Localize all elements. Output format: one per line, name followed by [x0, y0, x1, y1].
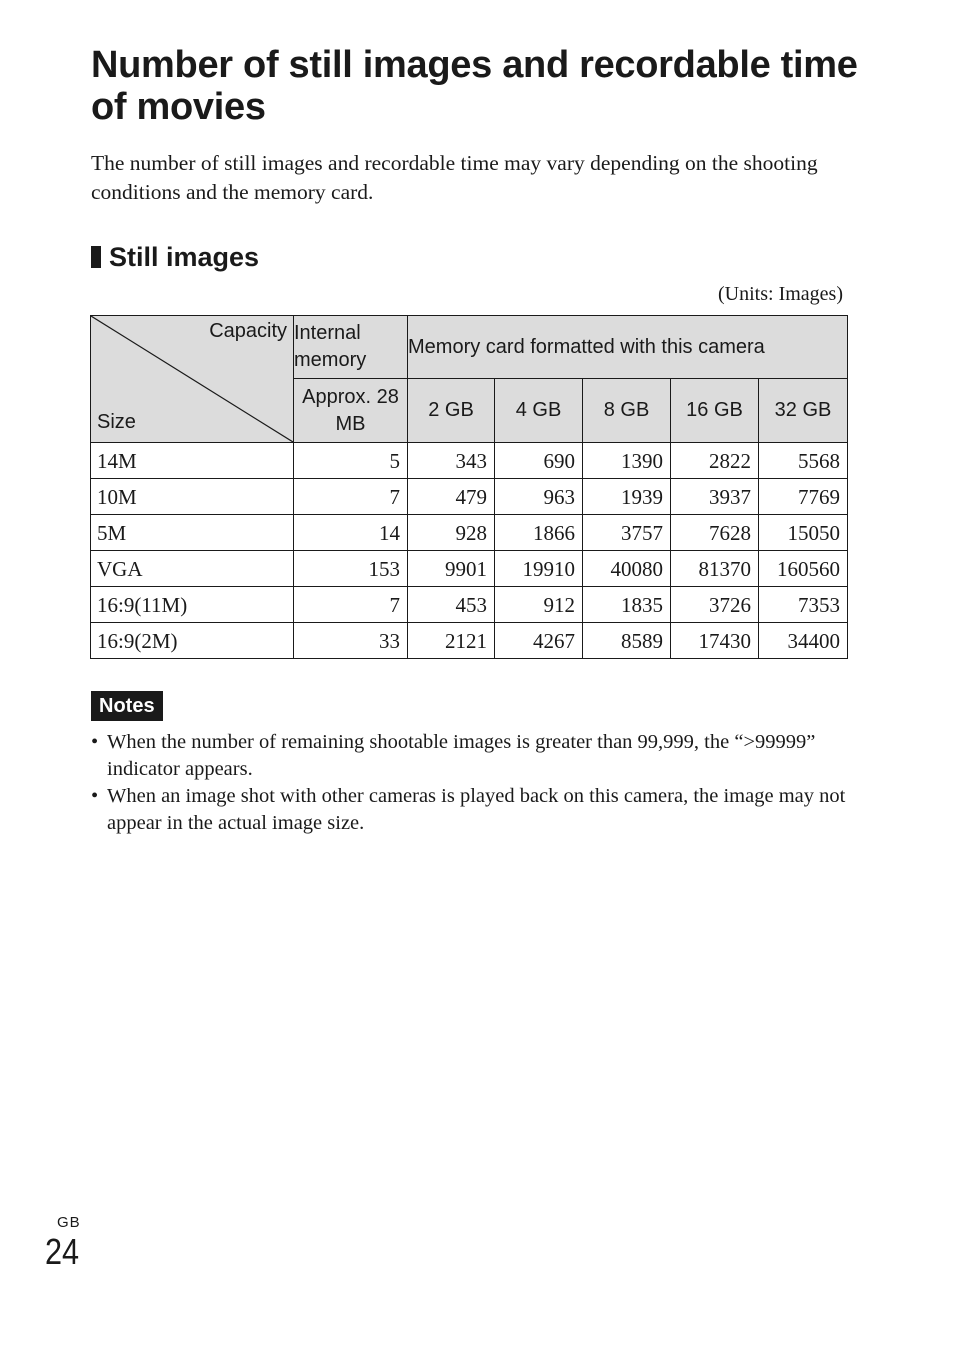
column-header: 8 GB [583, 379, 671, 443]
internal-memory-size-header: Approx. 28 MB [294, 379, 408, 443]
value-cell: 19910 [495, 551, 583, 587]
value-cell: 4267 [495, 623, 583, 659]
value-cell: 81370 [671, 551, 759, 587]
header-row-1 [91, 316, 848, 379]
value-cell: 2822 [671, 443, 759, 479]
size-cell: 16:9(2M) [91, 623, 294, 659]
table-row [91, 623, 848, 659]
value-cell: 1835 [583, 587, 671, 623]
section-heading [91, 240, 259, 274]
still-images-table [90, 315, 848, 659]
column-header: 4 GB [495, 379, 583, 443]
table-row [91, 515, 848, 551]
table-row [91, 587, 848, 623]
table-body [91, 443, 848, 659]
value-cell: 928 [408, 515, 495, 551]
value-cell: 912 [495, 587, 583, 623]
size-cell: 5M [91, 515, 294, 551]
value-cell: 479 [408, 479, 495, 515]
value-cell: 1390 [583, 443, 671, 479]
value-cell: 40080 [583, 551, 671, 587]
value-cell: 7628 [671, 515, 759, 551]
value-cell: 5 [294, 443, 408, 479]
notes-list [91, 729, 851, 837]
corner-header [91, 316, 294, 443]
page-title: Number of still images and recordable time of movies [91, 44, 858, 128]
value-cell: 2121 [408, 623, 495, 659]
note-item: • When an image shot with other cameras is played back on this camera, the image may not appear in the actual image size. [91, 783, 851, 837]
page-number: 24 [45, 1231, 80, 1272]
section-heading-text: Still images [109, 242, 260, 272]
corner-capacity-label: Capacity [209, 320, 287, 342]
table-row [91, 443, 848, 479]
column-header: 16 GB [671, 379, 759, 443]
column-header: 2 GB [408, 379, 495, 443]
section-marker-icon [91, 246, 101, 268]
value-cell: 8589 [583, 623, 671, 659]
size-cell: 14M [91, 443, 294, 479]
notes-badge: Notes [91, 691, 163, 721]
table-row [91, 479, 848, 515]
intro-paragraph: The number of still images and recordable time may vary depending on the shooting conditions and the memory card. [91, 151, 818, 204]
value-cell: 160560 [759, 551, 848, 587]
value-cell: 14 [294, 515, 408, 551]
value-cell: 1939 [583, 479, 671, 515]
table-row [91, 551, 848, 587]
value-cell: 7 [294, 479, 408, 515]
value-cell: 343 [408, 443, 495, 479]
value-cell: 690 [495, 443, 583, 479]
value-cell: 15050 [759, 515, 848, 551]
value-cell: 453 [408, 587, 495, 623]
value-cell: 3757 [583, 515, 671, 551]
corner-size-label: Size [97, 411, 136, 433]
size-cell: VGA [91, 551, 294, 587]
value-cell: 34400 [759, 623, 848, 659]
language-code: GB [57, 1214, 81, 1231]
internal-memory-header: Internal memory [294, 316, 408, 379]
value-cell: 153 [294, 551, 408, 587]
value-cell: 5568 [759, 443, 848, 479]
value-cell: 3937 [671, 479, 759, 515]
units-label: (Units: Images) [718, 283, 843, 305]
size-cell: 10M [91, 479, 294, 515]
size-cell: 16:9(11M) [91, 587, 294, 623]
column-header: 32 GB [759, 379, 848, 443]
value-cell: 1866 [495, 515, 583, 551]
value-cell: 9901 [408, 551, 495, 587]
value-cell: 33 [294, 623, 408, 659]
value-cell: 7 [294, 587, 408, 623]
value-cell: 7353 [759, 587, 848, 623]
value-cell: 3726 [671, 587, 759, 623]
value-cell: 7769 [759, 479, 848, 515]
value-cell: 963 [495, 479, 583, 515]
value-cell: 17430 [671, 623, 759, 659]
memory-card-header: Memory card formatted with this camera [408, 316, 848, 379]
note-item: • When the number of remaining shootable images is greater than 99,999, the “>99999” indicator appears. [91, 729, 851, 783]
